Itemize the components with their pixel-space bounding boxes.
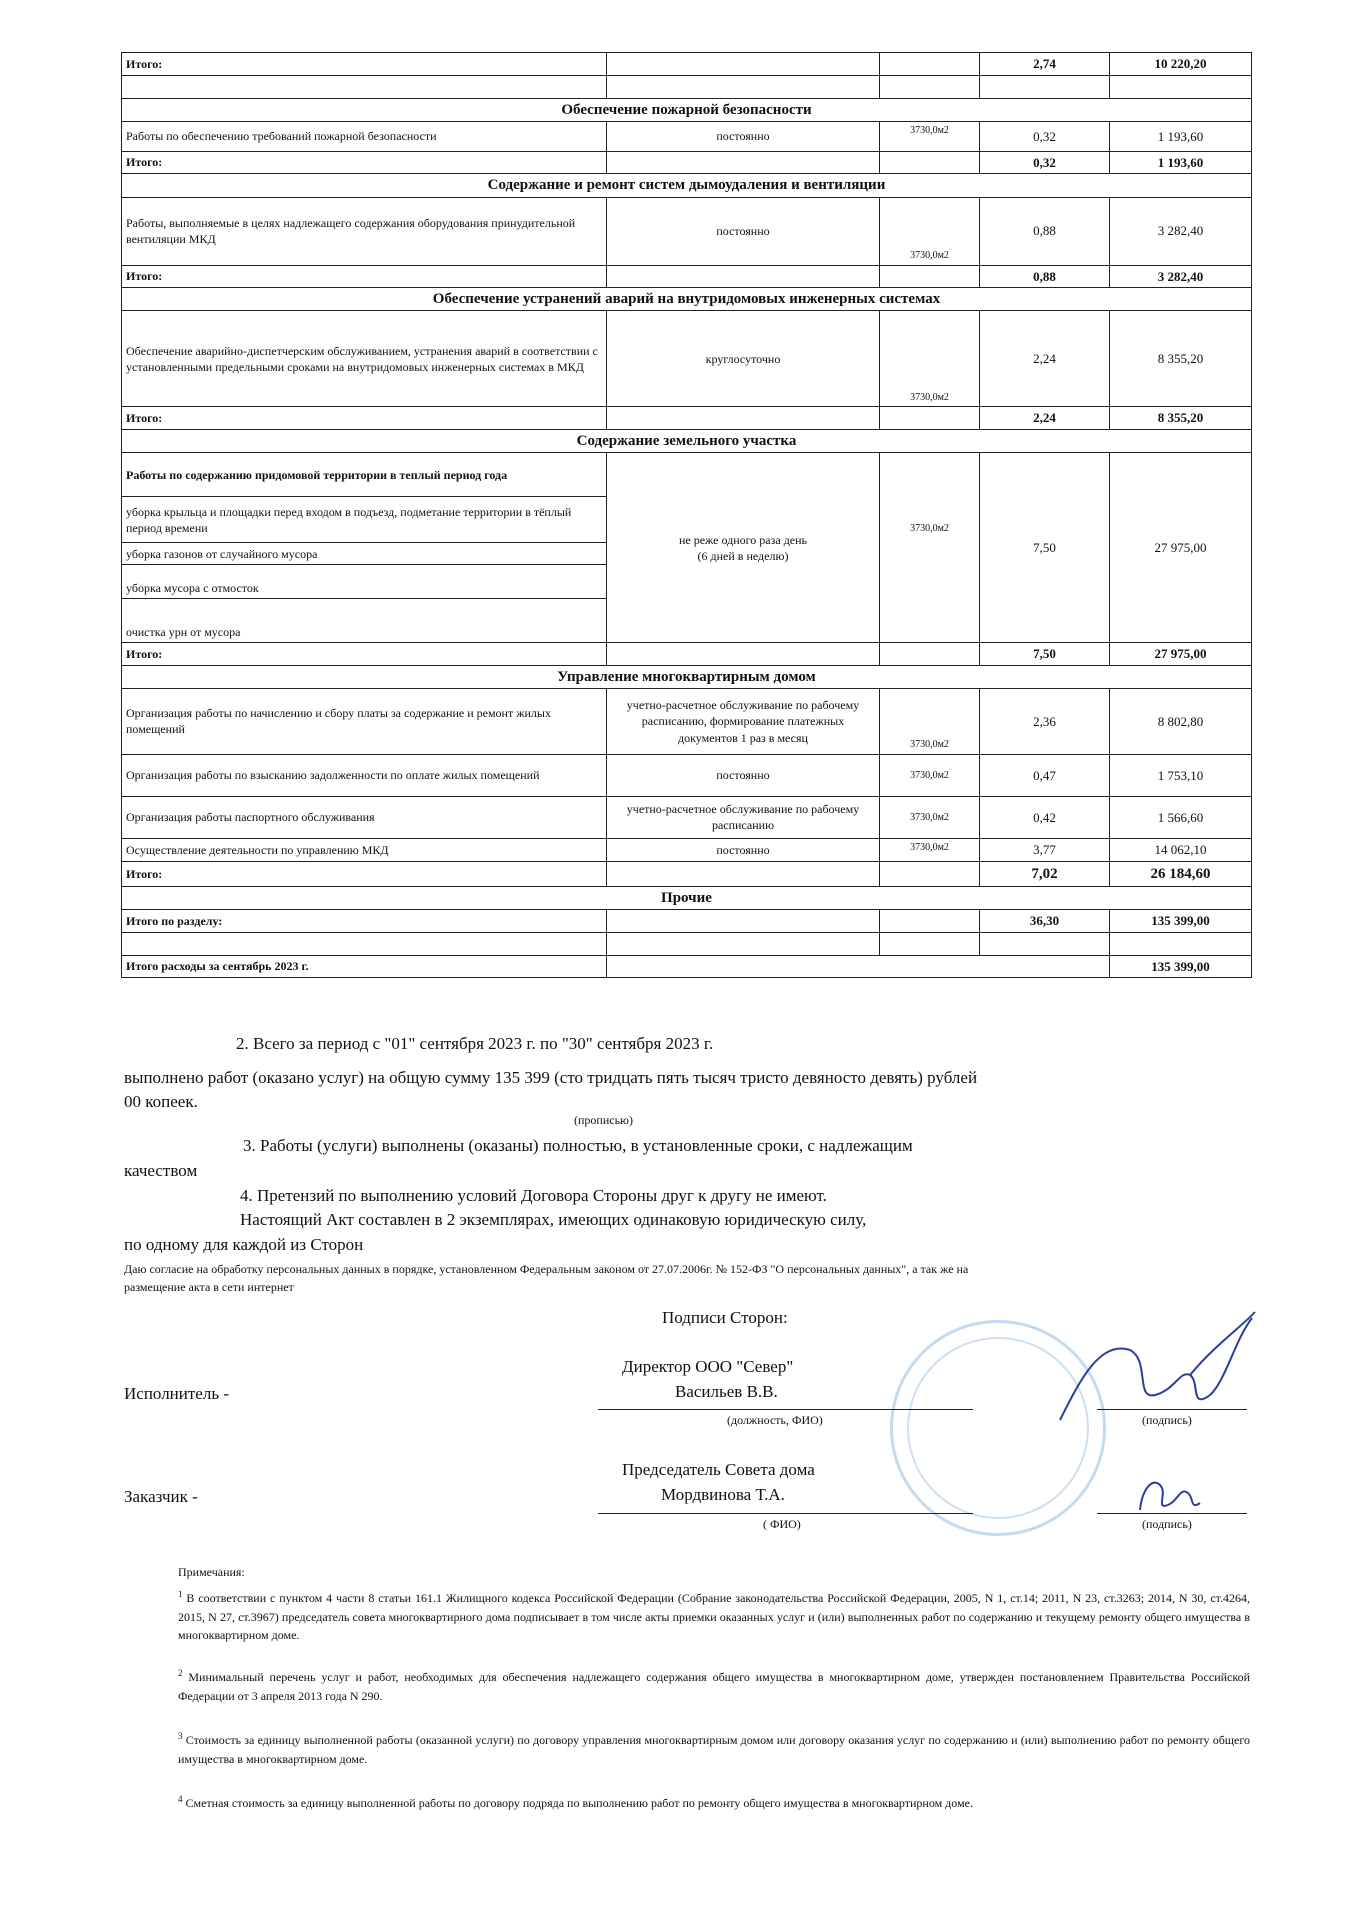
work-area: 3730,0м2 <box>880 796 980 838</box>
work-sum: 14 062,10 <box>1110 838 1252 861</box>
paragraph-3: 3. Работы (услуги) выполнены (оказаны) полностью, в установленные сроки, с надлежащим <box>243 1136 913 1155</box>
empty-cell <box>607 910 880 933</box>
consent-line-1: Даю согласие на обработку персональных данных в порядке, установленном Федеральным законом от 27.07.2006г. № 152-ФЗ "О персональных данных", а так же на <box>124 1262 969 1276</box>
land-item: уборка крыльца и площадки перед входом в подъезд, подметание территории в тёплый период времени <box>122 497 607 543</box>
work-coefficient: 0,32 <box>980 121 1110 151</box>
empty-cell <box>607 643 880 666</box>
in-words-caption: (прописью) <box>574 1113 634 1127</box>
empty-cell <box>880 910 980 933</box>
work-coefficient: 0,42 <box>980 796 1110 838</box>
customer-label: Заказчик - <box>124 1487 198 1506</box>
work-row <box>122 688 1252 754</box>
empty-cell <box>607 932 880 955</box>
work-periodicity: постоянно <box>607 838 880 861</box>
work-periodicity: постоянно <box>607 121 880 151</box>
work-area: 3730,0м2 <box>880 121 980 151</box>
total-row <box>122 407 1252 430</box>
notes-title: Примечания: <box>178 1565 245 1579</box>
empty-cell <box>607 151 880 174</box>
total-coefficient: 2,24 <box>980 407 1110 430</box>
blank-row <box>122 75 1252 98</box>
land-row <box>122 453 1252 497</box>
section-title: Обеспечение устранений аварий на внутридомовых инженерных системах <box>122 288 1252 311</box>
empty-cell <box>880 75 980 98</box>
work-sum: 1 753,10 <box>1110 754 1252 796</box>
blank-row <box>122 932 1252 955</box>
work-name: Осуществление деятельности по управлению МКД <box>122 838 607 861</box>
paragraph-5-end: по одному для каждой из Сторон <box>124 1235 364 1254</box>
total-sum: 26 184,60 <box>1110 861 1252 886</box>
customer-position: Председатель Совета дома <box>622 1460 815 1479</box>
work-name: Работы по обеспечению требований пожарной безопасности <box>122 121 607 151</box>
executor-name-line <box>598 1409 973 1410</box>
section-header-row <box>122 288 1252 311</box>
executor-caption: (должность, ФИО) <box>727 1413 823 1427</box>
empty-cell <box>607 75 880 98</box>
paragraph-5: Настоящий Акт составлен в 2 экземплярах, имеющих одинаковую юридическую силу, <box>240 1210 867 1229</box>
work-row <box>122 754 1252 796</box>
total-sum: 10 220,20 <box>1110 53 1252 76</box>
total-row <box>122 643 1252 666</box>
empty-cell <box>607 861 880 886</box>
empty-cell <box>880 861 980 886</box>
section-title: Содержание и ремонт систем дымоудаления и вентиляции <box>122 174 1252 197</box>
work-area: 3730,0м2 <box>880 688 980 754</box>
total-coefficient: 2,74 <box>980 53 1110 76</box>
land-coefficient: 7,50 <box>980 453 1110 643</box>
executor-name: Васильев В.В. <box>675 1382 778 1401</box>
customer-caption: ( ФИО) <box>763 1517 801 1531</box>
land-header: Работы по содержанию придомовой территории в теплый период года <box>122 453 607 497</box>
work-periodicity: учетно-расчетное обслуживание по рабочему расписанию <box>607 796 880 838</box>
work-coefficient: 0,47 <box>980 754 1110 796</box>
work-periodicity: учетно-расчетное обслуживание по рабочему расписанию, формирование платежных документов 1 раз в месяц <box>607 688 880 754</box>
land-periodicity <box>607 453 880 643</box>
executor-position: Директор ООО "Север" <box>622 1357 794 1376</box>
customer-signature <box>1130 1465 1210 1525</box>
note-2: $^2$ Минимальный перечень услуг и работ, необходимых для обеспечения надлежащего содержания общего имущества в многоквартирном доме, утвержден постановлением Правительства Российской Федерации от 3 апреля 2013 года N 290. <box>178 1668 1251 1703</box>
customer-sign-caption: (подпись) <box>1142 1517 1192 1531</box>
paragraph-3-end: качеством <box>124 1161 198 1180</box>
work-name: Организация работы по взысканию задолженности по оплате жилых помещений <box>122 754 607 796</box>
section-header-row <box>122 665 1252 688</box>
consent-line-2: размещение акта в сети интернет <box>124 1280 294 1294</box>
work-area: 3730,0м2 <box>880 311 980 407</box>
total-row <box>122 910 1252 933</box>
total-label: Итого: <box>122 861 607 886</box>
work-row <box>122 796 1252 838</box>
total-coefficient: 7,50 <box>980 643 1110 666</box>
empty-cell <box>607 53 880 76</box>
work-periodicity: круглосуточно <box>607 311 880 407</box>
paragraph-2-kopecks: 00 копеек. <box>124 1092 198 1111</box>
total-label: Итого по разделу: <box>122 910 607 933</box>
work-name: Организация работы паспортного обслуживания <box>122 796 607 838</box>
work-sum: 8 355,20 <box>1110 311 1252 407</box>
empty-cell <box>880 932 980 955</box>
total-label: Итого расходы за сентябрь 2023 г. <box>122 955 607 978</box>
total-label: Итого: <box>122 151 607 174</box>
empty-cell <box>880 151 980 174</box>
work-sum: 1 193,60 <box>1110 121 1252 151</box>
land-item: очистка урн от мусора <box>122 599 607 643</box>
section-header-row <box>122 429 1252 452</box>
empty-cell <box>980 75 1110 98</box>
work-row <box>122 121 1252 151</box>
periodicity-line: (6 дней в неделю) <box>697 548 789 563</box>
land-area: 3730,0м2 <box>880 453 980 643</box>
note-3: $^3$ Стоимость за единицу выполненной работы (оказанной услуги) по договору управления многоквартирным домом или договору оказания услуг по содержанию и (или) выполнению работ по ремонту общего имущества в многоквартирном доме. <box>178 1731 1250 1766</box>
work-name: Обеспечение аварийно-диспетчерским обслуживанием, устранения аварий в соответствии с установленными предельными сроками на внутридомовых инженерных системах в МКД <box>122 311 607 407</box>
work-area: 3730,0м2 <box>880 838 980 861</box>
total-sum: 135 399,00 <box>1110 955 1252 978</box>
work-row <box>122 838 1252 861</box>
work-coefficient: 2,36 <box>980 688 1110 754</box>
empty-cell <box>980 932 1110 955</box>
total-row <box>122 265 1252 288</box>
land-item: уборка мусора с отмосток <box>122 565 607 599</box>
note-4: $^4$ Сметная стоимость за единицу выполненной работы по договору подряда по выполнению работ по ремонту общего имущества в многоквартирном доме. <box>178 1794 973 1810</box>
total-row <box>122 53 1252 76</box>
work-area: 3730,0м2 <box>880 754 980 796</box>
work-sum: 1 566,60 <box>1110 796 1252 838</box>
services-table <box>121 52 1252 978</box>
empty-cell <box>122 932 607 955</box>
section-title: Управление многоквартирным домом <box>122 665 1252 688</box>
executor-sign-caption: (подпись) <box>1142 1413 1192 1427</box>
customer-name-line <box>598 1513 973 1514</box>
paragraph-2-sum: выполнено работ (оказано услуг) на общую сумму 135 399 (сто тридцать пять тысяч тристо девяносто девять) рублей <box>124 1068 978 1087</box>
work-sum: 3 282,40 <box>1110 197 1252 265</box>
empty-cell <box>1110 932 1252 955</box>
empty-cell <box>880 643 980 666</box>
executor-signature <box>1040 1300 1260 1450</box>
work-row <box>122 197 1252 265</box>
total-sum: 8 355,20 <box>1110 407 1252 430</box>
total-coefficient: 7,02 <box>980 861 1110 886</box>
section-title: Обеспечение пожарной безопасности <box>122 98 1252 121</box>
empty-cell <box>1110 75 1252 98</box>
total-label: Итого: <box>122 643 607 666</box>
section-header-row <box>122 98 1252 121</box>
signatures-title: Подписи Сторон: <box>662 1308 788 1327</box>
work-name: Организация работы по начислению и сбору платы за содержание и ремонт жилых помещений <box>122 688 607 754</box>
work-coefficient: 2,24 <box>980 311 1110 407</box>
total-row <box>122 955 1252 978</box>
total-sum: 135 399,00 <box>1110 910 1252 933</box>
land-item: уборка газонов от случайного мусора <box>122 543 607 565</box>
customer-name: Мордвинова Т.А. <box>661 1485 785 1504</box>
section-title: Содержание земельного участка <box>122 429 1252 452</box>
executor-label: Исполнитель - <box>124 1384 229 1403</box>
work-coefficient: 3,77 <box>980 838 1110 861</box>
total-sum: 1 193,60 <box>1110 151 1252 174</box>
work-row <box>122 311 1252 407</box>
total-sum: 3 282,40 <box>1110 265 1252 288</box>
empty-cell <box>607 955 1110 978</box>
total-row <box>122 151 1252 174</box>
total-row <box>122 861 1252 886</box>
periodicity-line: не реже одного раза день <box>678 532 808 547</box>
section-title: Прочие <box>122 886 1252 909</box>
empty-cell <box>880 53 980 76</box>
total-sum: 27 975,00 <box>1110 643 1252 666</box>
total-label: Итого: <box>122 53 607 76</box>
work-sum: 8 802,80 <box>1110 688 1252 754</box>
work-periodicity: постоянно <box>607 197 880 265</box>
total-coefficient: 0,32 <box>980 151 1110 174</box>
empty-cell <box>607 407 880 430</box>
work-name: Работы, выполняемые в целях надлежащего содержания оборудования принудительной вентиляции МКД <box>122 197 607 265</box>
total-label: Итого: <box>122 407 607 430</box>
empty-cell <box>880 407 980 430</box>
total-coefficient: 36,30 <box>980 910 1110 933</box>
total-label: Итого: <box>122 265 607 288</box>
empty-cell <box>880 265 980 288</box>
paragraph-2: 2. Всего за период с "01" сентября 2023 г. по "30" сентября 2023 г. <box>236 1034 714 1053</box>
section-header-row <box>122 174 1252 197</box>
empty-cell <box>607 265 880 288</box>
land-sum: 27 975,00 <box>1110 453 1252 643</box>
work-periodicity: постоянно <box>607 754 880 796</box>
note-1: $^1$ В соответствии с пунктом 4 части 8 статьи 161.1 Жилищного кодекса Российской Федерации (Собрание законодательства Российской Федерации, 2005, N 1, ст.14; 2011, N 23, ст.3263; 2014, N 30, ст.4264, 2015, N 27, ст.3967) председатель совета многоквартирного дома подписывает в том числе акты приемки оказанных услуг и (или) выполненных работ по содержанию и текущему ремонту общего имущества в многоквартирном доме. <box>178 1589 1251 1643</box>
total-coefficient: 0,88 <box>980 265 1110 288</box>
paragraph-4: 4. Претензий по выполнению условий Договора Стороны друг к другу не имеют. <box>240 1186 827 1205</box>
section-header-row <box>122 886 1252 909</box>
empty-cell <box>122 75 607 98</box>
work-area: 3730,0м2 <box>880 197 980 265</box>
work-coefficient: 0,88 <box>980 197 1110 265</box>
